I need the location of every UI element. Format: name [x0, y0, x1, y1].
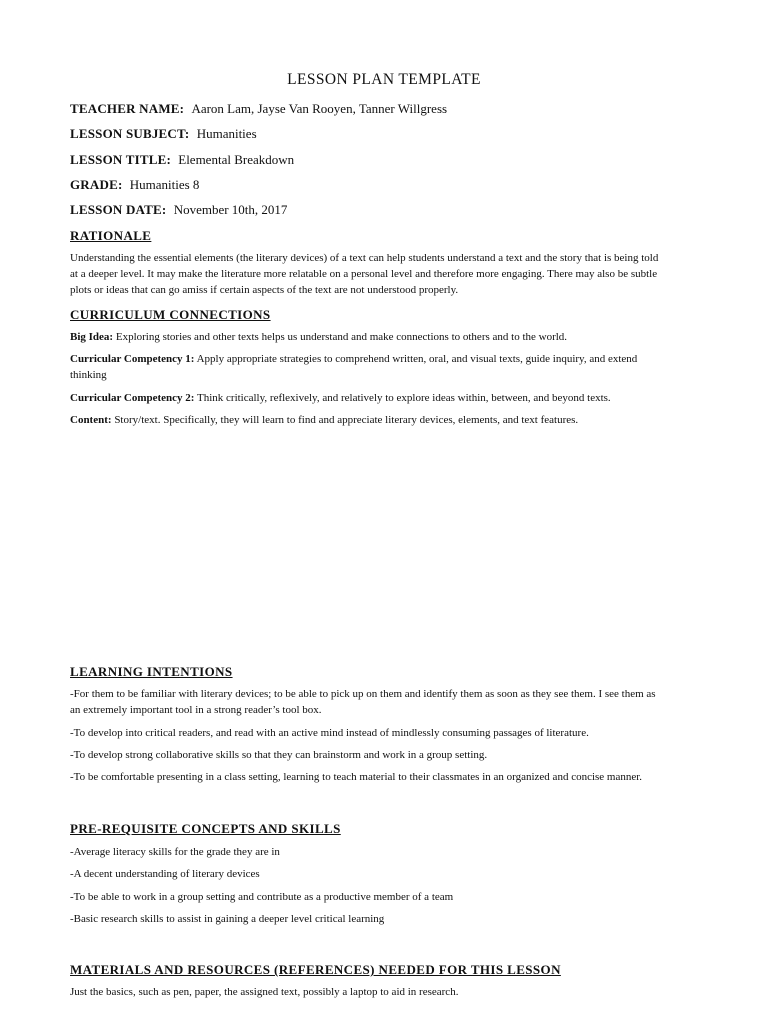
- rationale-line-2: at a deeper level. It may make the literature more relatable on a personal level and therefore more engaging. There may also be subtle: [70, 268, 658, 280]
- rationale-heading: RATIONALE: [70, 228, 152, 243]
- learning-intention-4: -To be comfortable presenting in a class setting, learning to teach material to their classmates in an organized and concise manner.: [70, 771, 643, 783]
- page-title: LESSON PLAN TEMPLATE: [287, 71, 481, 88]
- lesson-subject-field: [70, 125, 257, 142]
- competency-2-label: Curricular Competency 2:: [70, 392, 195, 404]
- prerequisite-item: -To be able to work in a group setting and contribute as a productive member of a team: [70, 891, 454, 903]
- content-label: Content:: [70, 414, 112, 426]
- learning-intention-3: -To develop strong collaborative skills so that they can brainstorm and work in a group setting.: [70, 749, 488, 761]
- big-idea-text: Exploring stories and other texts helps us understand and make connections to others and to the world.: [115, 331, 568, 343]
- prerequisite-item: -Basic research skills to assist in gaining a deeper level critical learning: [70, 913, 385, 925]
- prerequisite-item: -A decent understanding of literary devices: [70, 868, 260, 880]
- competency-1-label: Curricular Competency 1:: [70, 353, 195, 365]
- lesson-subject-value: Humanities: [196, 126, 257, 141]
- grade-field: [70, 176, 199, 193]
- rationale-line-1: Understanding the essential elements (the literary devices) of a text can help students understand a text and the story that is being told: [70, 252, 659, 264]
- rationale-line-3: plots or ideas that can go amiss if certain aspects of the text are not understood properly.: [70, 284, 459, 296]
- learning-intentions-heading: LEARNING INTENTIONS: [70, 664, 233, 679]
- content-paragraph: [70, 412, 710, 429]
- grade-value: Humanities 8: [129, 177, 200, 192]
- big-idea-paragraph: [70, 329, 710, 346]
- grade-label: GRADE:: [70, 177, 123, 192]
- lesson-date-label: LESSON DATE:: [70, 202, 167, 217]
- lesson-subject-label: LESSON SUBJECT:: [70, 126, 190, 141]
- competency-1-line-2: thinking: [70, 369, 107, 381]
- curriculum-connections-heading: CURRICULUM CONNECTIONS: [70, 307, 271, 322]
- prerequisite-item: -Average literacy skills for the grade they are in: [70, 846, 280, 858]
- competency-1-paragraph: [70, 351, 710, 368]
- content-text: Story/text. Specifically, they will learn to find and appreciate literary devices, elements, and text features.: [114, 414, 579, 426]
- lesson-title-field: [70, 151, 294, 168]
- materials-text: Just the basics, such as pen, paper, the assigned text, possibly a laptop to aid in research.: [70, 986, 459, 998]
- learning-intention-1-line-2: an extremely important tool in a strong reader’s tool box.: [70, 704, 322, 716]
- competency-2-paragraph: [70, 390, 710, 407]
- lesson-date-value: November 10th, 2017: [173, 202, 288, 217]
- teacher-name-label: TEACHER NAME:: [70, 101, 185, 116]
- lesson-title-label: LESSON TITLE:: [70, 152, 171, 167]
- prerequisites-heading: PRE-REQUISITE CONCEPTS AND SKILLS: [70, 821, 341, 836]
- competency-2-text: Think critically, reflexively, and relatively to explore ideas within, between, and beyond texts.: [197, 392, 611, 404]
- materials-heading: MATERIALS AND RESOURCES (REFERENCES) NEEDED FOR THIS LESSON: [70, 962, 561, 977]
- competency-1-text: Apply appropriate strategies to comprehend written, oral, and visual texts, guide inquiry, and extend: [196, 353, 638, 365]
- big-idea-label: Big Idea:: [70, 331, 114, 343]
- teacher-name-field: [70, 100, 447, 117]
- lesson-title-value: Elemental Breakdown: [178, 152, 295, 167]
- learning-intention-2: -To develop into critical readers, and read with an active mind instead of mindlessly consuming passages of literature.: [70, 727, 589, 739]
- learning-intention-1-line-1: -For them to be familiar with literary devices; to be able to pick up on them and identify them as soon as they see them. I see them as: [70, 688, 656, 700]
- lesson-date-field: [70, 201, 287, 218]
- teacher-name-value: Aaron Lam, Jayse Van Rooyen, Tanner Willgress: [191, 101, 448, 116]
